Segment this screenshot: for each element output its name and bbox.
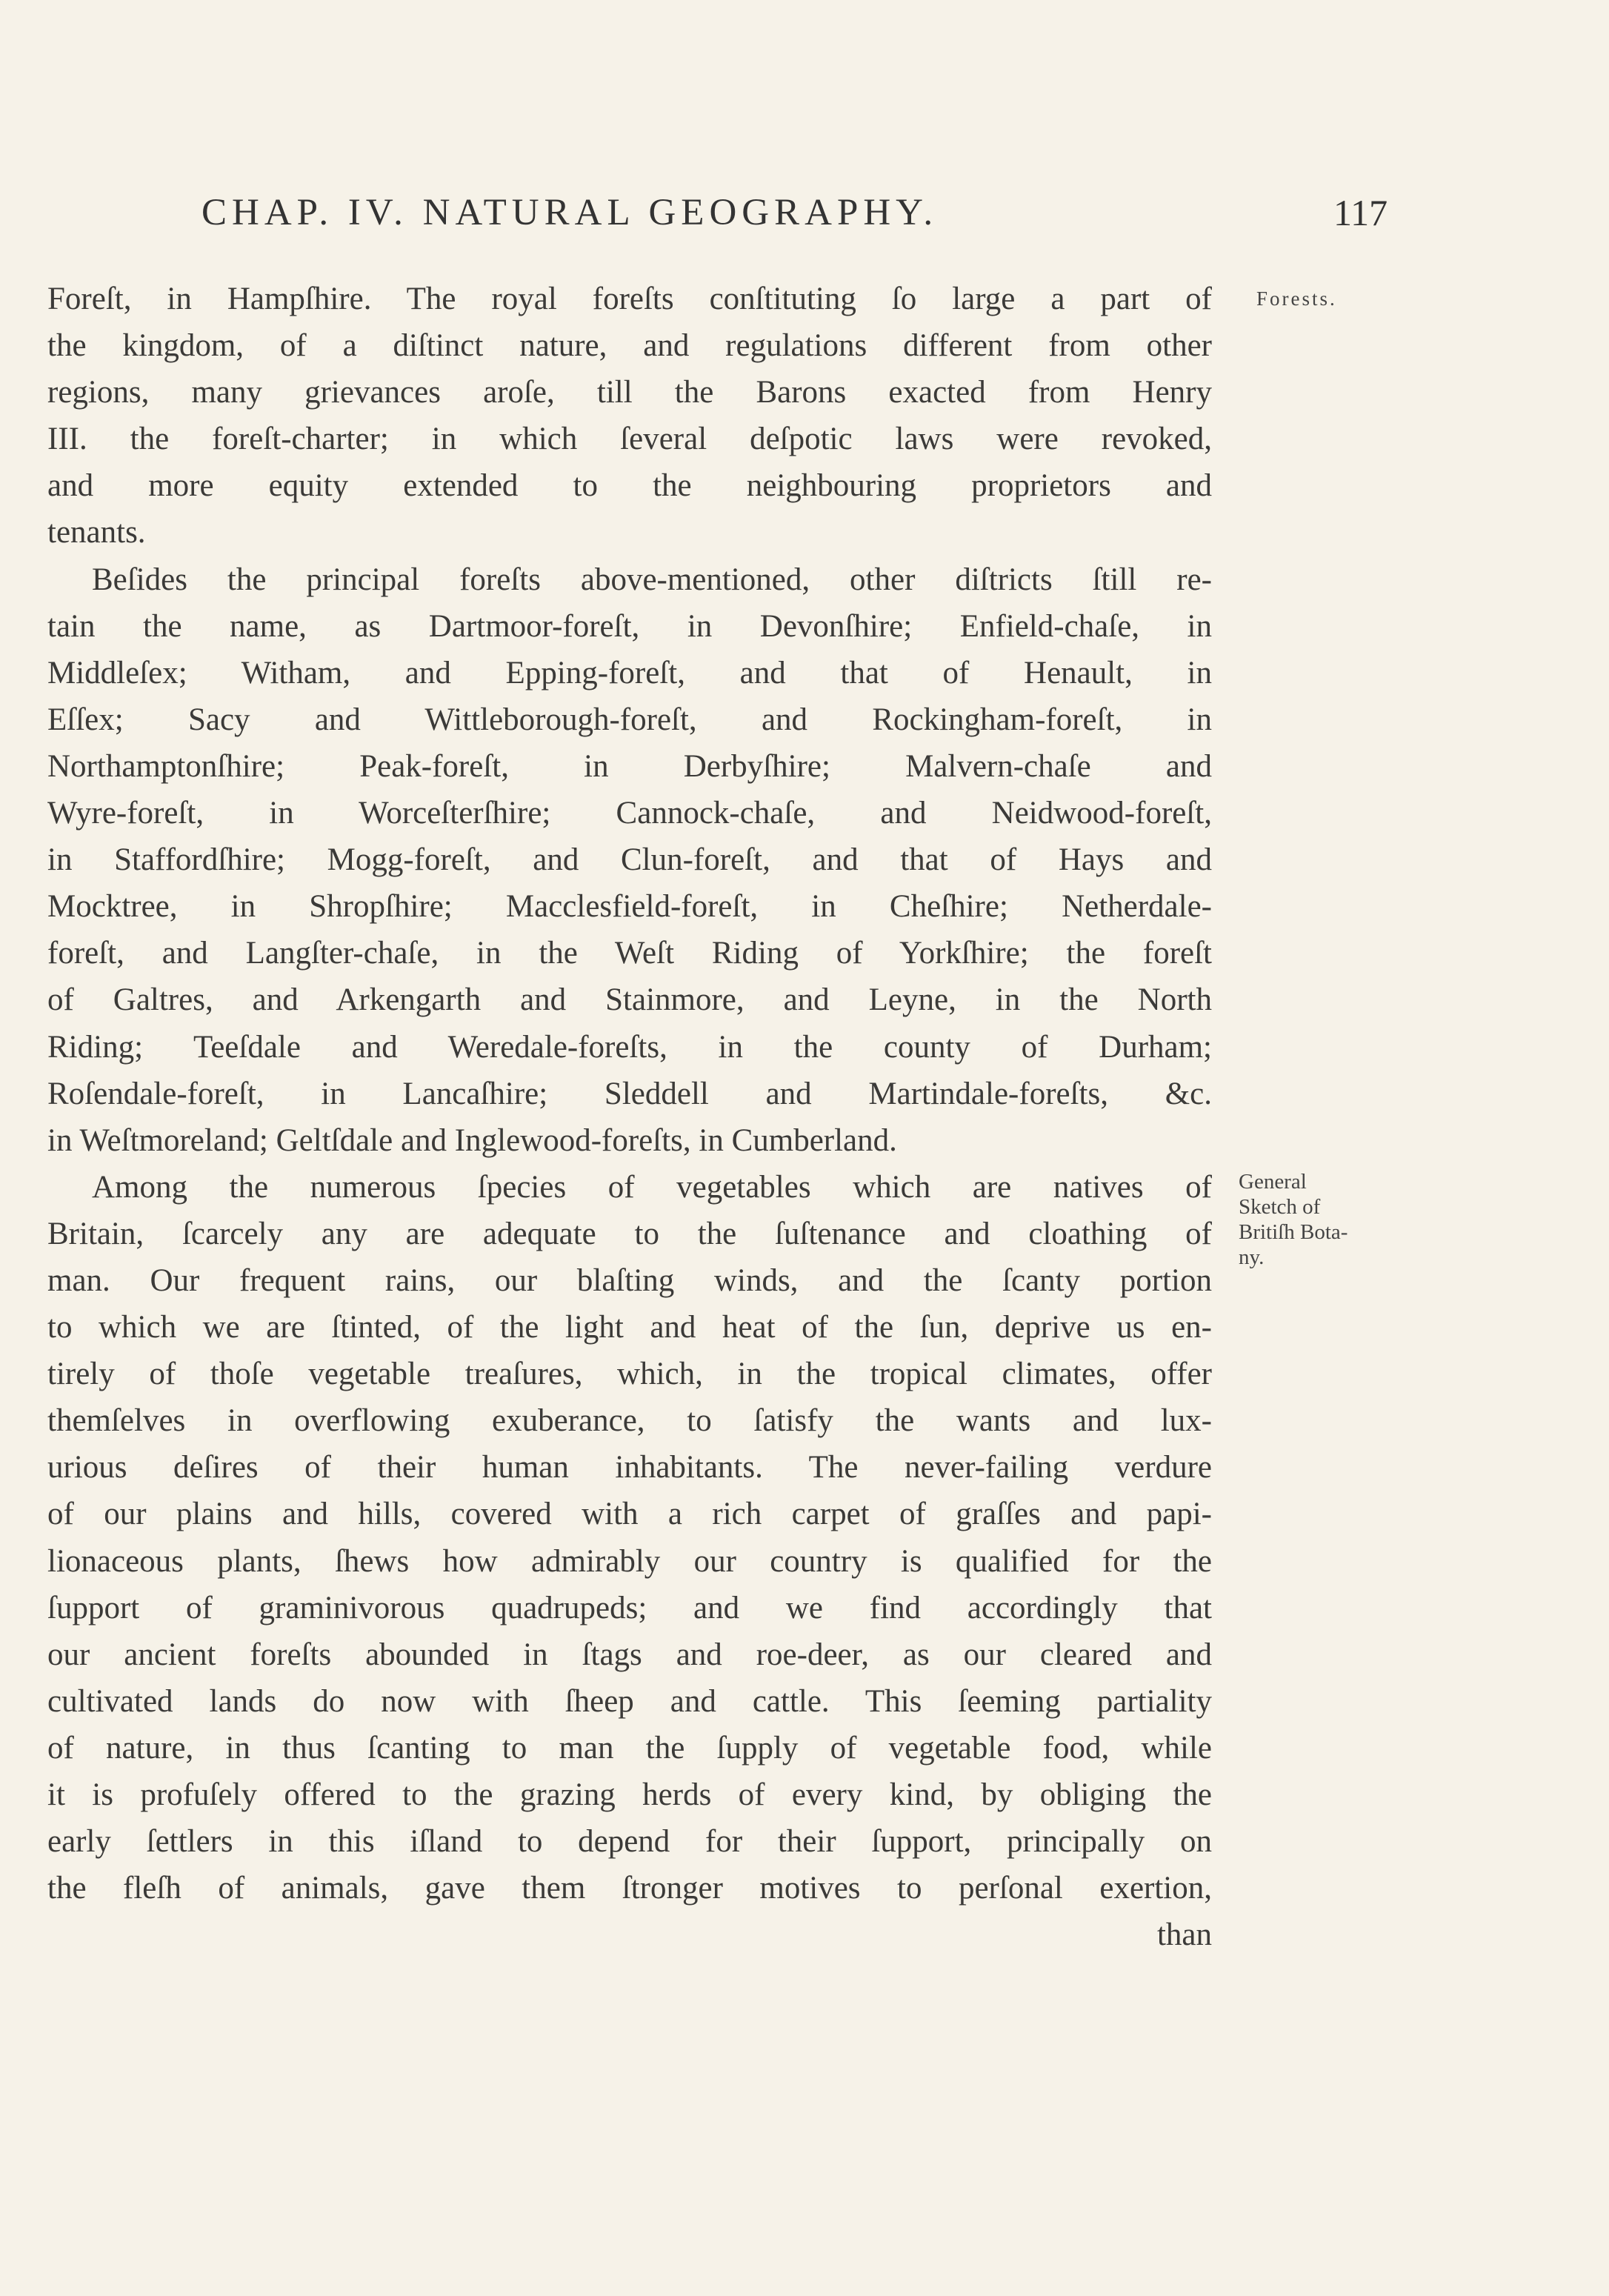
text-line: regions, many grievances aroſe, till the Barons exacted from Henry [47, 375, 1212, 410]
margin-note-forests [1256, 286, 1337, 311]
text-line: it is profuſely offered to the grazing herds of every kind, by obliging the [47, 1777, 1212, 1812]
text-line: the fleſh of animals, gave them ſtronger motives to perſonal exertion, [47, 1871, 1212, 1906]
text-line: lionaceous plants, ſhews how admirably our country is qualified for the [47, 1543, 1212, 1579]
text-line: Foreſt, in Hampſhire. The royal foreſts conſtituting ſo large a part of [47, 282, 1212, 316]
text-line: early ſettlers in this iſland to depend for their ſupport, principally on [47, 1824, 1212, 1860]
margin-note-botany-line: Sketch of [1239, 1195, 1321, 1219]
text-line: the kingdom, of a diſtinct nature, and regulations different from other [47, 328, 1212, 364]
text-line: Middleſex; Witham, and Epping-foreſt, and that of Henault, in [47, 655, 1212, 691]
body-text [47, 276, 1212, 1958]
text-line: in Staffordſhire; Mogg-foreſt, and Clun-foreſt, and that of Hays and [47, 842, 1212, 878]
margin-note-forests-label: Forests. [1256, 287, 1337, 310]
text-line: Wyre-foreſt, in Worceſterſhire; Cannock-chaſe, and Neidwood-foreſt, [47, 796, 1212, 831]
text-line: tirely of thoſe vegetable treaſures, which, in the tropical climates, offer [47, 1357, 1212, 1392]
text-line: Mocktree, in Shropſhire; Macclesfield-foreſt, in Cheſhire; Netherdale- [47, 889, 1212, 925]
text-line: Eſſex; Sacy and Wittleborough-foreſt, and Rockingham-foreſt, in [47, 702, 1212, 737]
text-line: urious deſires of their human inhabitants. The never-failing verdure [47, 1450, 1212, 1485]
margin-note-botany-line: General [1239, 1170, 1307, 1194]
running-head: CHAP. IV. NATURAL GEOGRAPHY. [201, 192, 939, 233]
text-line: cultivated lands do now with ſheep and cattle. This ſeeming partiality [47, 1683, 1212, 1719]
text-line: ſupport of graminivorous quadrupeds; and we find accordingly that [47, 1590, 1212, 1625]
text-line: man. Our frequent rains, our blaſting winds, and the ſcanty portion [47, 1262, 1212, 1298]
text-line: Among the numerous ſpecies of vegetables which are natives of [92, 1169, 1212, 1205]
text-line: foreſt, and Langſter-chaſe, in the Weſt Riding of Yorkſhire; the foreſt [47, 936, 1212, 971]
page-number: 117 [1333, 192, 1388, 233]
text-line: of Galtres, and Arkengarth and Stainmore, and Leyne, in the North [47, 982, 1212, 1018]
text-line: in Weſtmoreland; Geltſdale and Inglewood-foreſts, in Cumberland. [47, 1122, 897, 1158]
text-line: of our plains and hills, covered with a rich carpet of graſſes and papi- [47, 1497, 1212, 1532]
text-line: of nature, in thus ſcanting to man the ſupply of vegetable food, while [47, 1730, 1212, 1766]
margin-note-botany-line: Britiſh Bota- [1239, 1220, 1348, 1244]
text-line: tain the name, as Dartmoor-foreſt, in Devonſhire; Enfield-chaſe, in [47, 608, 1212, 644]
catchword: than [1156, 1917, 1212, 1953]
text-line: tenants. [47, 515, 146, 550]
margin-note-botany [1239, 1169, 1348, 1270]
text-line: our ancient foreſts abounded in ſtags and roe-deer, as our cleared and [47, 1637, 1212, 1672]
text-line: to which we are ſtinted, of the light and heat of the ſun, deprive us en- [47, 1310, 1212, 1345]
text-line: III. the foreſt-charter; in which ſeveral deſpotic laws were revoked, [47, 422, 1212, 457]
text-line: Riding; Teeſdale and Weredale-foreſts, in the county of Durham; [47, 1029, 1212, 1065]
text-line: Britain, ſcarcely any are adequate to the ſuſtenance and cloathing of [47, 1216, 1212, 1251]
margin-note-botany-line: ny. [1239, 1245, 1265, 1269]
text-line: Northamptonſhire; Peak-foreſt, in Derbyſhire; Malvern-chaſe and [47, 748, 1212, 784]
text-line: Roſendale-foreſt, in Lancaſhire; Sleddell and Martindale-foreſts, &c. [47, 1076, 1212, 1111]
text-line: themſelves in overflowing exuberance, to ſatisfy the wants and lux- [47, 1403, 1212, 1439]
text-line: Beſides the principal foreſts above-mentioned, other diſtricts ſtill re- [92, 562, 1212, 597]
text-line: and more equity extended to the neighbouring proprietors and [47, 468, 1212, 504]
